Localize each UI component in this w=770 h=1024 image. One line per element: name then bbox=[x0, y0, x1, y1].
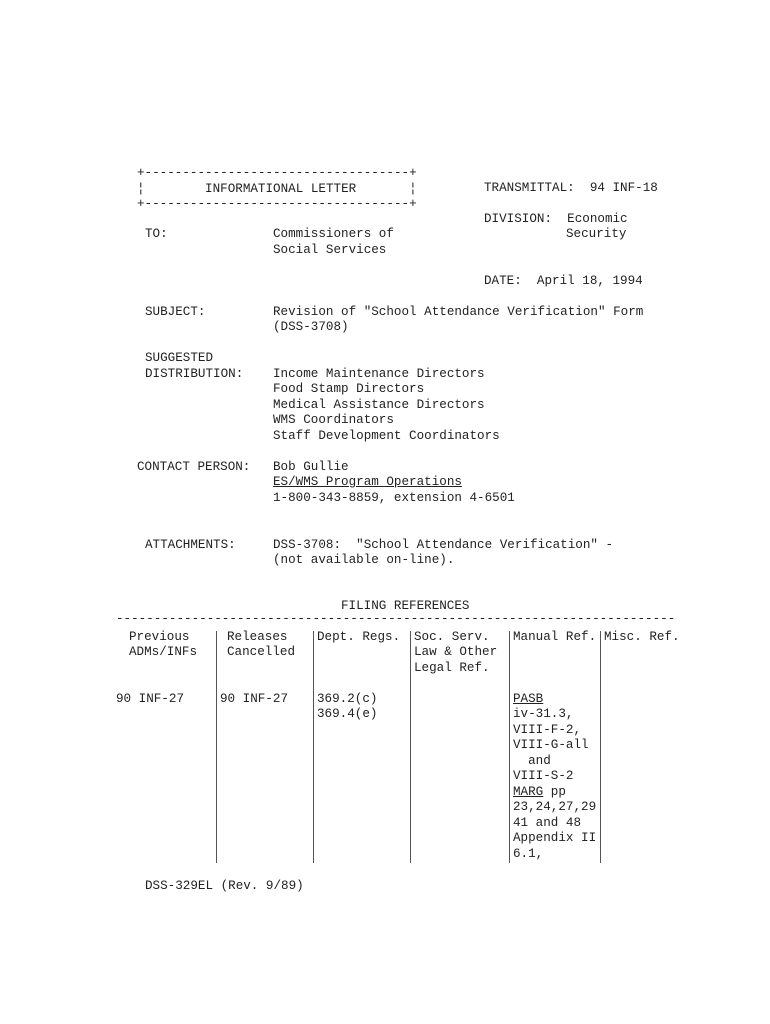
column-divider bbox=[509, 631, 510, 863]
distribution-label-2: DISTRIBUTION: bbox=[145, 367, 244, 381]
date-label: DATE: bbox=[484, 274, 522, 288]
manual-ref-item: 6.1, bbox=[513, 847, 544, 861]
header-previous-2: ADMs/INFs bbox=[129, 645, 198, 659]
manual-ref-item: iv-31.3, bbox=[513, 707, 574, 721]
subject-label: SUBJECT: bbox=[145, 305, 206, 319]
transmittal-label: TRANSMITTAL: bbox=[484, 181, 575, 195]
distribution-item: Income Maintenance Directors bbox=[273, 367, 485, 381]
contact-phone: 1-800-343-8859, extension 4-6501 bbox=[273, 491, 515, 505]
header-soc-serv-1: Soc. Serv. bbox=[414, 630, 490, 644]
filing-rule: -------------------------------------------------------------------------- bbox=[116, 612, 676, 626]
distribution-item: Food Stamp Directors bbox=[273, 382, 425, 396]
attachments-line-2: (not available on-line). bbox=[273, 553, 455, 567]
box-top-border: +-----------------------------------+ bbox=[137, 166, 417, 180]
transmittal bbox=[484, 181, 658, 197]
cancelled-value: 90 INF-27 bbox=[220, 692, 289, 706]
manual-ref-marg: MARG bbox=[513, 785, 544, 799]
letter-type-box bbox=[137, 166, 417, 213]
manual-ref-item: VIII-G-all bbox=[513, 738, 589, 752]
to-label: TO: bbox=[145, 227, 168, 241]
previous-value: 90 INF-27 bbox=[116, 692, 185, 706]
form-number: DSS-329EL (Rev. 9/89) bbox=[145, 879, 304, 893]
manual-ref-item: Appendix II bbox=[513, 831, 597, 845]
header-misc-ref: Misc. Ref. bbox=[604, 630, 680, 644]
filing-title: FILING REFERENCES bbox=[341, 599, 470, 613]
column-divider bbox=[216, 631, 217, 863]
header-soc-serv-2: Law & Other bbox=[414, 645, 498, 659]
header-soc-serv-3: Legal Ref. bbox=[414, 661, 490, 675]
column-divider bbox=[313, 631, 314, 863]
header-manual-ref: Manual Ref. bbox=[513, 630, 597, 644]
manual-ref-item: 23,24,27,29 bbox=[513, 800, 597, 814]
attachments-label: ATTACHMENTS: bbox=[145, 538, 236, 552]
dept-reg-value: 369.4(e) bbox=[317, 707, 378, 721]
manual-ref-item: PASB bbox=[513, 692, 544, 706]
subject-line-2: (DSS-3708) bbox=[273, 320, 349, 334]
subject-line-1: Revision of "School Attendance Verification" Form bbox=[273, 305, 644, 319]
box-bottom-border: +-----------------------------------+ bbox=[137, 197, 417, 211]
attachments-line-1: DSS-3708: "School Attendance Verification" - bbox=[273, 538, 614, 552]
box-title-row: ¦ INFORMATIONAL LETTER ¦ bbox=[137, 181, 417, 196]
distribution-item: Staff Development Coordinators bbox=[273, 429, 500, 443]
division-label: DIVISION: bbox=[484, 212, 553, 226]
header-previous-1: Previous bbox=[129, 630, 190, 644]
contact-name: Bob Gullie bbox=[273, 460, 349, 474]
manual-ref-item: and bbox=[513, 754, 551, 768]
date-value: April 18, 1994 bbox=[536, 274, 643, 288]
manual-ref-item: VIII-S-2 bbox=[513, 769, 574, 783]
header-dept-regs: Dept. Regs. bbox=[317, 630, 401, 644]
contact-office: ES/WMS Program Operations bbox=[273, 475, 462, 489]
to-line-1: Commissioners of bbox=[273, 227, 394, 241]
division-value-1: Economic bbox=[567, 212, 628, 226]
dept-reg-value: 369.2(c) bbox=[317, 692, 378, 706]
distribution-item: Medical Assistance Directors bbox=[273, 398, 485, 412]
manual-ref-pp: pp bbox=[543, 785, 566, 799]
contact-label: CONTACT PERSON: bbox=[137, 460, 251, 474]
header-releases-1: Releases bbox=[227, 630, 288, 644]
date bbox=[484, 274, 643, 290]
to-line-2: Social Services bbox=[273, 243, 387, 257]
column-divider bbox=[410, 631, 411, 863]
header-releases-2: Cancelled bbox=[227, 645, 296, 659]
column-divider bbox=[600, 631, 601, 863]
transmittal-value: 94 INF-18 bbox=[589, 181, 658, 195]
manual-ref-item bbox=[513, 785, 566, 801]
division-value-2: Security bbox=[566, 227, 627, 241]
manual-ref-item: VIII-F-2, bbox=[513, 723, 582, 737]
letter-type-title: INFORMATIONAL LETTER bbox=[205, 181, 357, 196]
division bbox=[484, 212, 628, 228]
manual-ref-item: 41 and 48 bbox=[513, 816, 582, 830]
distribution-label-1: SUGGESTED bbox=[145, 351, 214, 365]
distribution-item: WMS Coordinators bbox=[273, 413, 394, 427]
